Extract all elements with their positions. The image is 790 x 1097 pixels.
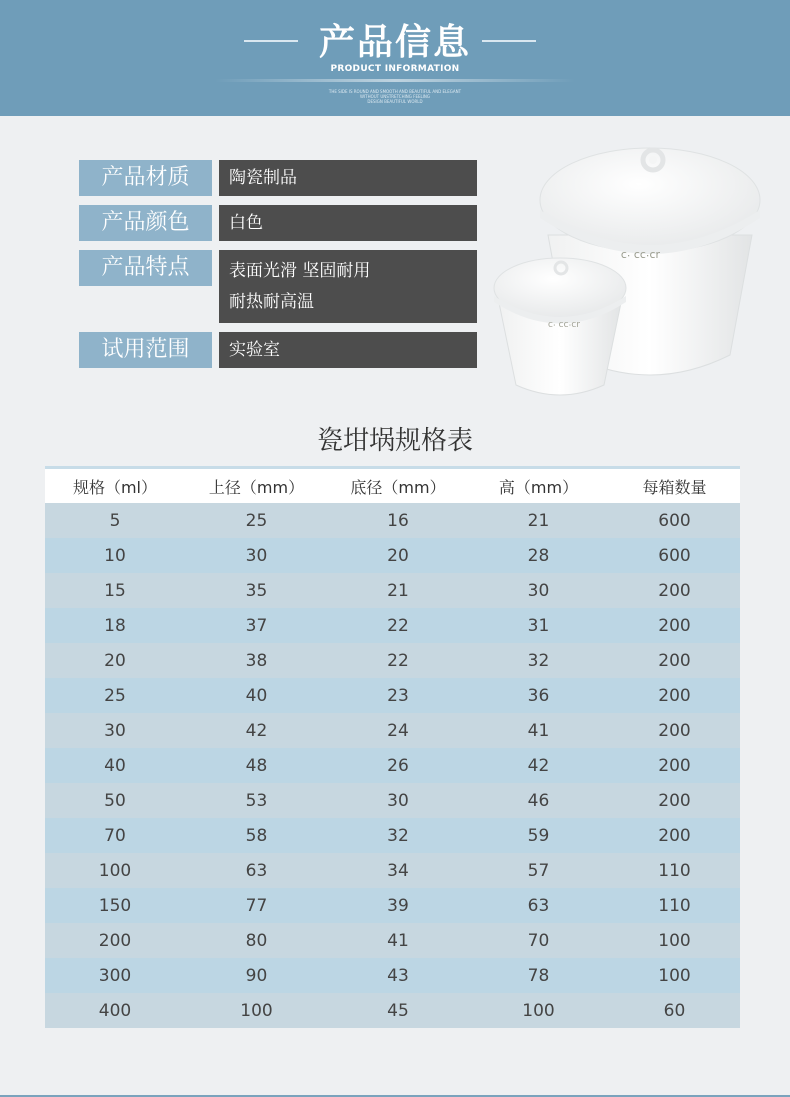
table-body: [45, 503, 740, 1028]
column-header: 规格（ml）: [72, 477, 158, 497]
table-cell: 100: [658, 965, 691, 986]
banner-subtitle: PRODUCT INFORMATION: [330, 64, 460, 74]
table-header-row: [45, 466, 740, 503]
table-cell: 110: [658, 895, 691, 916]
column-header: 底径（mm）: [350, 477, 446, 497]
info-value: 实验室: [219, 332, 477, 368]
table-cell: 42: [527, 755, 550, 776]
table-cell: 57: [527, 860, 550, 881]
table-cell: 100: [98, 860, 132, 881]
table-cell: 200: [658, 755, 691, 776]
table-cell: 22: [387, 650, 409, 671]
table-cell: 24: [387, 720, 409, 741]
table-cell: 100: [658, 930, 691, 951]
table-row: [45, 713, 740, 748]
table-cell: 39: [387, 895, 409, 916]
table-cell: 32: [527, 650, 550, 671]
table-cell: 53: [245, 790, 268, 811]
table-cell: 5: [109, 510, 121, 531]
table-row: [45, 853, 740, 888]
table-cell: 200: [658, 615, 691, 636]
table-row: [45, 923, 740, 958]
table-cell: 31: [527, 615, 550, 636]
table-cell: 46: [527, 790, 550, 811]
table-cell: 200: [98, 930, 132, 951]
column-header: 上径（mm）: [208, 477, 305, 497]
table-cell: 600: [658, 545, 691, 566]
table-cell: 80: [245, 930, 268, 951]
table-cell: 21: [527, 510, 550, 531]
info-label: 产品特点: [79, 250, 212, 286]
table-cell: 110: [658, 860, 691, 881]
table-row: [45, 503, 740, 538]
table-cell: 200: [658, 650, 691, 671]
banner-glow-divider: [215, 79, 575, 82]
info-value: 表面光滑 坚固耐用 耐热耐高温: [219, 250, 477, 323]
banner-fine-print: THE SIDE IS ROUND AND SMOOTH AND BEAUTIFUL AND ELEGANT WITHOUT UNSTRETCHING FEELING DESIGN BEAUTIFUL WORLD: [328, 89, 462, 104]
info-label: 试用范围: [79, 332, 212, 368]
info-value: 陶瓷制品: [219, 160, 477, 196]
table-cell: 600: [658, 510, 691, 531]
table-cell: 38: [245, 650, 268, 671]
table-cell: 28: [527, 545, 550, 566]
table-row: [45, 643, 740, 678]
column-header: 每箱数量: [642, 477, 707, 497]
table-row: [45, 538, 740, 573]
header-banner: [0, 0, 790, 116]
table-cell: 200: [658, 580, 691, 601]
table-cell: 20: [387, 545, 409, 566]
table-cell: 30: [527, 580, 550, 601]
table-cell: 41: [527, 720, 550, 741]
table-cell: 300: [98, 965, 132, 986]
table-cell: 150: [98, 895, 132, 916]
table-row: [45, 783, 740, 818]
column-header: 高（mm）: [498, 477, 579, 497]
table-cell: 100: [522, 1000, 555, 1021]
svg-text:ɹɔ·ɔɔ ·ɔ: ɹɔ·ɔɔ ·ɔ: [547, 319, 580, 329]
table-row: [45, 888, 740, 923]
table-cell: 10: [104, 545, 126, 566]
table-cell: 41: [387, 930, 409, 951]
table-cell: 35: [245, 580, 268, 601]
table-cell: 15: [104, 580, 126, 601]
table-cell: 63: [527, 895, 550, 916]
table-cell: 100: [240, 1000, 273, 1021]
title-decoration-line-right: [482, 40, 536, 42]
table-cell: 45: [387, 1000, 409, 1021]
table-cell: 43: [387, 965, 409, 986]
table-cell: 70: [104, 825, 126, 846]
table-cell: 36: [527, 685, 550, 706]
table-cell: 18: [104, 615, 126, 636]
table-cell: 78: [527, 965, 550, 986]
table-cell: 200: [658, 685, 691, 706]
table-row: [45, 818, 740, 853]
table-cell: 37: [245, 615, 268, 636]
spec-table-title: 瓷坩埚规格表: [316, 426, 473, 456]
table-cell: 42: [245, 720, 268, 741]
table-cell: 77: [245, 895, 268, 916]
info-label: 产品材质: [79, 160, 212, 196]
info-value: 白色: [219, 205, 477, 241]
table-cell: 90: [245, 965, 268, 986]
table-cell: 200: [658, 825, 691, 846]
table-cell: 16: [387, 510, 409, 531]
table-cell: 21: [387, 580, 409, 601]
table-cell: 200: [658, 720, 691, 741]
table-cell: 25: [104, 685, 126, 706]
table-cell: 60: [663, 1000, 686, 1021]
table-cell: 22: [387, 615, 409, 636]
table-row: [45, 748, 740, 783]
crucible-product-photo: [480, 140, 770, 410]
table-cell: 59: [527, 825, 550, 846]
table-cell: 48: [245, 755, 268, 776]
banner-title: 产品信息: [318, 22, 471, 63]
table-cell: 25: [245, 510, 268, 531]
table-row: [45, 993, 740, 1028]
table-cell: 30: [245, 545, 268, 566]
info-label: 产品颜色: [79, 205, 212, 241]
table-cell: 20: [104, 650, 126, 671]
table-row: [45, 608, 740, 643]
table-cell: 23: [387, 685, 409, 706]
table-cell: 30: [387, 790, 409, 811]
table-cell: 30: [104, 720, 126, 741]
table-cell: 32: [387, 825, 409, 846]
table-row: [45, 678, 740, 713]
table-cell: 58: [245, 825, 268, 846]
table-row: [45, 573, 740, 608]
table-cell: 40: [245, 685, 268, 706]
svg-text:ɹɔ·ɔɔ ·ɔ: ɹɔ·ɔɔ ·ɔ: [620, 249, 660, 262]
table-cell: 400: [98, 1000, 132, 1021]
table-cell: 26: [387, 755, 409, 776]
table-cell: 50: [104, 790, 126, 811]
table-cell: 70: [527, 930, 550, 951]
table-cell: 34: [387, 860, 409, 881]
table-cell: 200: [658, 790, 691, 811]
spec-table: [45, 466, 740, 1028]
table-cell: 40: [104, 755, 126, 776]
table-row: [45, 958, 740, 993]
table-cell: 63: [245, 860, 268, 881]
